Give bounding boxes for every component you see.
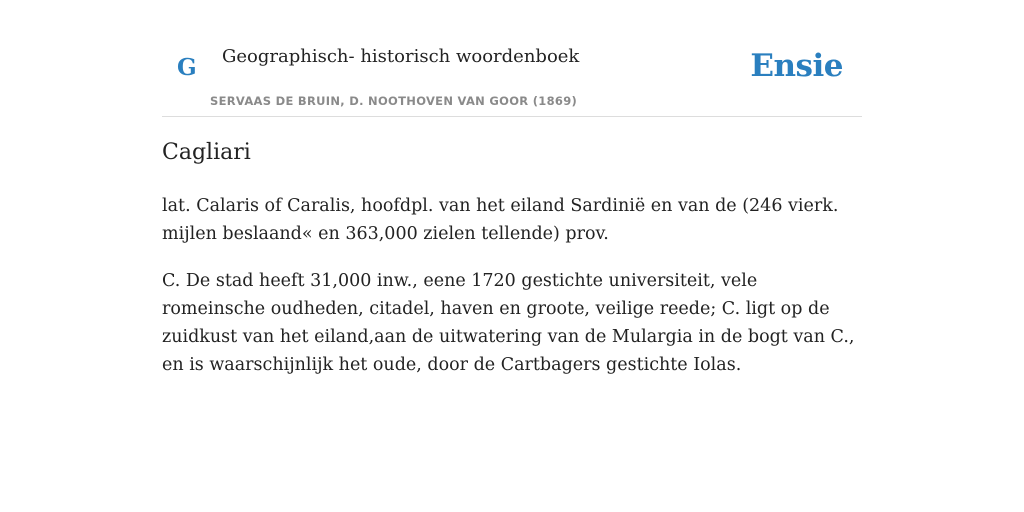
entry-title: Cagliari — [162, 140, 251, 165]
ensie-logo-link[interactable]: Ensie — [750, 48, 843, 84]
page-content — [162, 0, 862, 375]
book-letter-link[interactable]: G — [177, 54, 197, 81]
entry-body — [162, 192, 862, 398]
entry-paragraph: C. De stad heeft 31,000 inw., eene 1720 gestichte universiteit, vele romeinsche oudheden, citadel, haven en groote, veilige reede; C. ligt op de zuidkust van het eiland,aan de uitwatering van de Mulargia in de bogt van C., en is waarschijnlijk het oude, door de Cartbagers gestichte Iolas. — [162, 271, 855, 375]
book-title-link[interactable]: Geographisch- historisch woordenboek — [222, 46, 580, 67]
book-header — [162, 0, 862, 117]
book-author: SERVAAS DE BRUIN, D. NOOTHOVEN VAN GOOR (1869) — [210, 94, 578, 108]
entry-paragraph: lat. Calaris of Caralis, hoofdpl. van het eiland Sardinië en van de (246 vierk. mijlen beslaand« en 363,000 zielen tellende) prov. — [162, 196, 839, 244]
